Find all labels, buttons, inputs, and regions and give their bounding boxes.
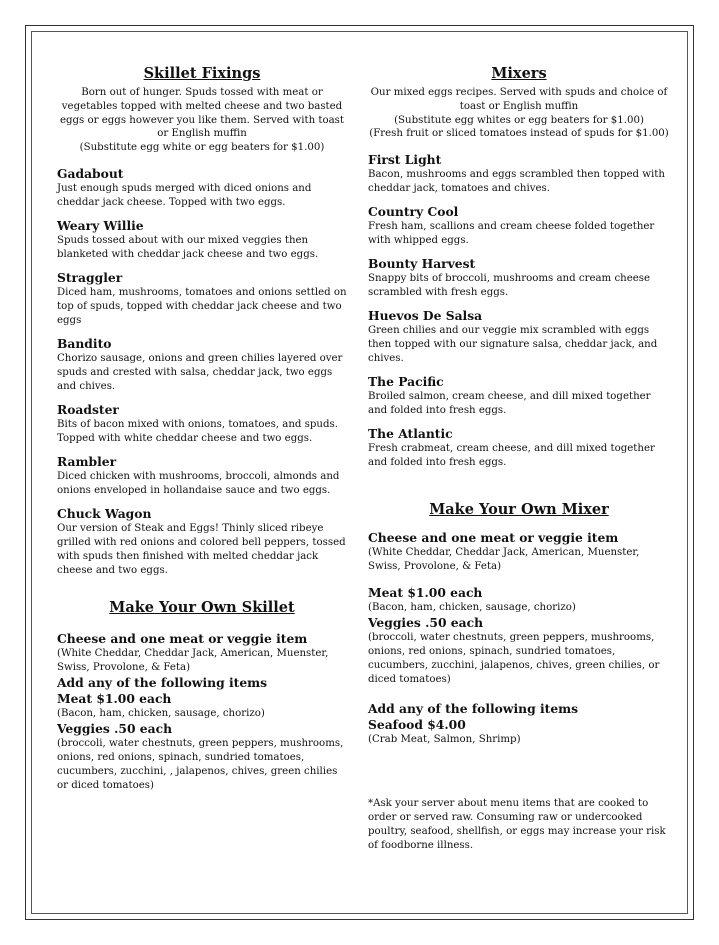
- build-mixer-title: Make Your Own Mixer: [429, 501, 609, 519]
- build-skillet-title: Make Your Own Skillet: [109, 598, 295, 616]
- build-mixer-section: [368, 500, 670, 747]
- build-skillet-meat-list: (Bacon, ham, chicken, sausage, chorizo): [57, 707, 265, 719]
- skillet-intro: Born out of hunger. Spuds tossed with meat or vegetables topped with melted cheese and two basted eggs or eggs however you like them. Served with toast or English muffin: [59, 87, 345, 140]
- menu-item-description: Bits of bacon mixed with onions, tomatoes, and spuds. Topped with white cheddar cheese and two eggs.: [57, 418, 338, 444]
- menu-item: [57, 336, 347, 394]
- build-mixer-seafood-heading: Seafood $4.00: [368, 717, 466, 733]
- skillet-intro-note: (Substitute egg white or egg beaters for $1.00): [79, 142, 325, 154]
- menu-item: [368, 374, 670, 418]
- menu-item: [57, 270, 347, 328]
- build-skillet-add-heading: Add any of the following items: [57, 674, 268, 690]
- mixers-intro-note: (Substitute egg whites or egg beaters for $1.00): [394, 114, 644, 126]
- build-mixer-meat-list: (Bacon, ham, chicken, sausage, chorizo): [368, 602, 576, 614]
- menu-item-name: Bandito: [57, 335, 112, 351]
- menu-item-name: Country Cool: [368, 204, 459, 220]
- build-mixer-cheese-list: (White Cheddar, Cheddar Jack, American, Muenster, Swiss, Provolone, & Feta): [368, 547, 640, 573]
- menu-item-description: Diced chicken with mushrooms, broccoli, almonds and onions enveloped in hollandaise sauce and two eggs.: [57, 470, 340, 496]
- build-mixer-seafood-list: (Crab Meat, Salmon, Shrimp): [368, 734, 521, 746]
- mixers-intro-note: (Fresh fruit or sliced tomatoes instead of spuds for $1.00): [369, 128, 669, 140]
- skillet-section-title: Skillet Fixings: [143, 65, 261, 82]
- menu-item: [57, 218, 347, 262]
- menu-item-name: The Pacific: [368, 374, 444, 390]
- menu-item-description: Our version of Steak and Eggs! Thinly sliced ribeye grilled with red onions and colored bell peppers, tossed with spuds then finished with melted cheddar jack cheese and two eggs.: [57, 522, 346, 576]
- build-mixer-cheese-heading: Cheese and one meat or veggie item: [368, 530, 619, 546]
- menu-item: [368, 204, 670, 248]
- mixers-intro: Our mixed eggs recipes. Served with spuds and choice of toast or English muffin: [370, 87, 668, 112]
- menu-item-name: Weary Willie: [57, 217, 144, 233]
- skillet-column: [57, 64, 347, 793]
- menu-item-name: Bounty Harvest: [368, 256, 476, 272]
- menu-item: [57, 166, 347, 210]
- menu-item: [57, 506, 347, 578]
- mixers-section-title: Mixers: [491, 65, 547, 82]
- menu-item-description: Diced ham, mushrooms, tomatoes and onions settled on top of spuds, topped with cheddar jack cheese and two eggs: [57, 286, 347, 326]
- menu-item: [368, 256, 670, 300]
- menu-item-name: The Atlantic: [368, 426, 453, 442]
- build-skillet-cheese-list: (White Cheddar, Cheddar Jack, American, Muenster, Swiss, Provolone, & Feta): [57, 647, 329, 673]
- menu-item-description: Snappy bits of broccoli, mushrooms and cream cheese scrambled with fresh eggs.: [368, 273, 651, 299]
- menu-item-description: Bacon, mushrooms and eggs scrambled then topped with cheddar jack, tomatoes and chives.: [368, 169, 665, 195]
- build-mixer-veggie-list: (broccoli, water chestnuts, green peppers, mushrooms, onions, red onions, spinach, sundried tomatoes, cucumbers, zucchini, jalapenos, chives, green chilies, or diced tomatoes): [368, 632, 660, 686]
- build-skillet-cheese-heading: Cheese and one meat or veggie item: [57, 630, 308, 646]
- build-mixer-veggie-heading: Veggies .50 each: [368, 615, 484, 631]
- menu-item-description: Chorizo sausage, onions and green chilies layered over spuds and crested with salsa, cheddar jack, two eggs and chives.: [57, 352, 343, 392]
- build-mixer-add-heading: Add any of the following items: [368, 701, 579, 717]
- build-skillet-veggie-list: (broccoli, water chestnuts, green peppers, mushrooms, onions, red onions, spinach, sundried tomatoes, cucumbers, zucchini, , jalapenos, chives, green chilies or diced tomatoes): [57, 737, 344, 791]
- mixers-column: [368, 64, 670, 853]
- menu-item: [57, 402, 347, 446]
- build-skillet-veggie-heading: Veggies .50 each: [57, 720, 173, 736]
- menu-item-name: Roadster: [57, 401, 119, 417]
- menu-item-description: Just enough spuds merged with diced onions and cheddar jack cheese. Topped with two eggs.: [57, 182, 312, 208]
- menu-item-description: Fresh crabmeat, cream cheese, and dill mixed together and folded into fresh eggs.: [368, 443, 655, 469]
- build-skillet-meat-heading: Meat $1.00 each: [57, 690, 172, 706]
- menu-item-name: Straggler: [57, 269, 123, 285]
- menu-item-name: Chuck Wagon: [57, 505, 152, 521]
- menu-item-name: Rambler: [57, 453, 117, 469]
- menu-item: [57, 454, 347, 498]
- menu-item-description: Fresh ham, scallions and cream cheese folded together with whipped eggs.: [368, 221, 655, 247]
- menu-item-description: Green chilies and our veggie mix scrambled with eggs then topped with our signature salsa, cheddar jack, and chives.: [368, 325, 658, 365]
- menu-item-description: Spuds tossed about with our mixed veggies then blanketed with cheddar jack cheese and two eggs.: [57, 234, 319, 260]
- build-skillet-section: [57, 598, 347, 793]
- menu-item: [368, 152, 670, 196]
- menu-item: [368, 308, 670, 366]
- food-safety-disclaimer: *Ask your server about menu items that are cooked to order or served raw. Consuming raw or undercooked poultry, seafood, shellfish, or eggs may increase your risk of foodborne illness.: [368, 798, 666, 852]
- menu-item-name: Gadabout: [57, 165, 124, 181]
- menu-item-name: First Light: [368, 152, 442, 168]
- build-mixer-meat-heading: Meat $1.00 each: [368, 585, 483, 601]
- menu-item: [368, 426, 670, 470]
- menu-item-name: Huevos De Salsa: [368, 308, 483, 324]
- menu-item-description: Broiled salmon, cream cheese, and dill mixed together and folded into fresh eggs.: [368, 391, 651, 417]
